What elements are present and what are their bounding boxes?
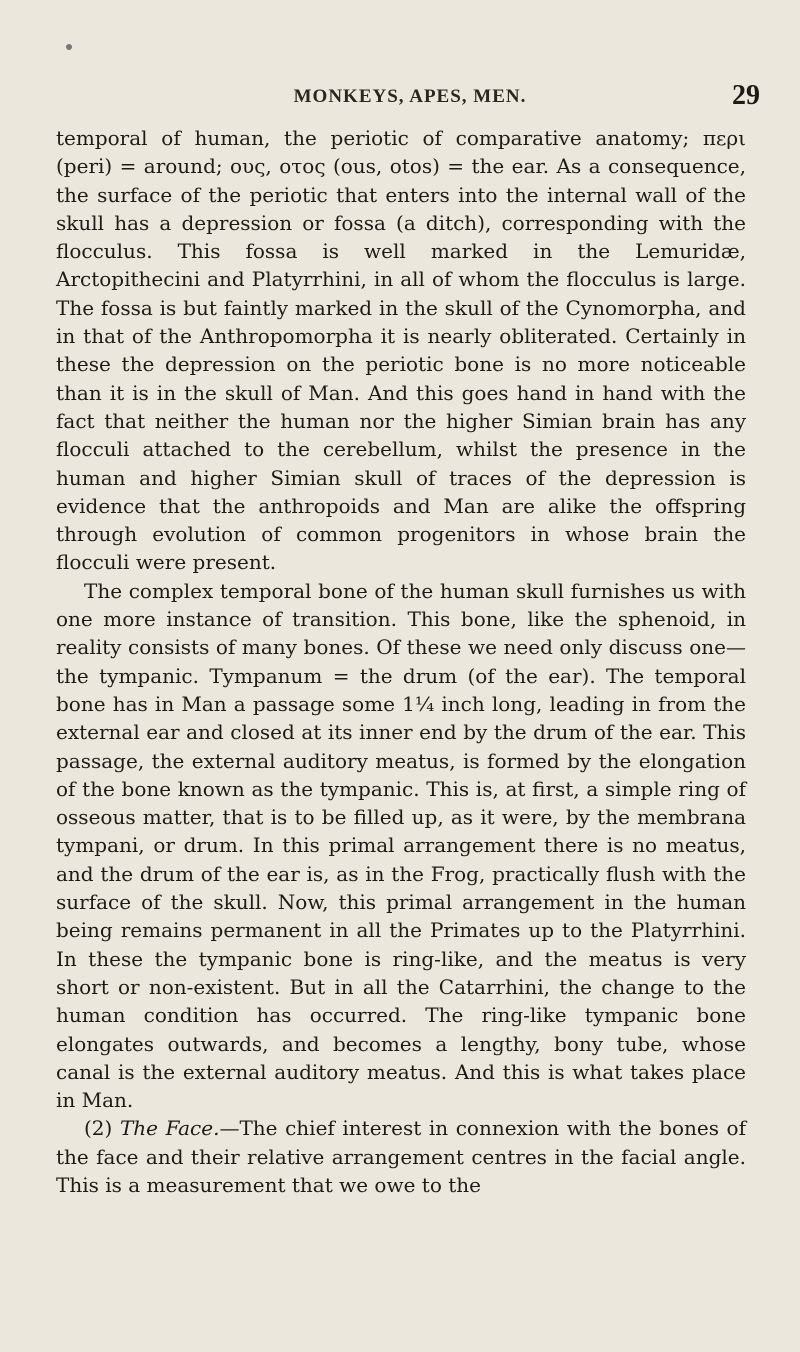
- section-heading: The Face.: [119, 1116, 220, 1141]
- running-head: MONKEYS, APES, MEN.: [293, 86, 527, 107]
- paragraph-2: The complex temporal bone of the human skull furnishes us with one more instance of transition. This bone, like the sphenoid, in reality consists of many bones. Of these we need only discuss one—the tympanic. Tympanum = the drum (of the ear). The temporal bone has in Man a passage some 1¼ inch long, leading in from the external ear and closed at its inner end by the drum of the ear. This passage, the external auditory meatus, is formed by the elongation of the bone known as the tympanic. This is, at first, a simple ring of osseous matter, that is to be filled up, as it were, by the membrana tympani, or drum. In this primal arrangement there is no meatus, and the drum of the ear is, as in the Frog, practically flush with the surface of the skull. Now, this primal arrangement in the human being remains permanent in all the Primates up to the Platyrrhini. In these the tympanic bone is ring-like, and the meatus is very short or non-existent. But in all the Catarrhini, the change to the human condition has occurred. The ring-like tympanic bone elongates outwards, and becomes a lengthy, bony tube, whose canal is the external auditory meatus. And this is what takes place in Man.: [56, 578, 746, 1113]
- page-speck: [66, 44, 72, 50]
- paragraph-1: temporal of human, the periotic of comparative anatomy; περι (peri) = around; ους, οτος (ous, otos) = the ear. As a consequence, the surface of the periotic that enters into the internal wall of the skull has a depression or fossa (a ditch), corresponding with the flocculus. This fossa is well marked in the Lemuridæ, Arctopithecini and Platyrrhini, in all of whom the flocculus is large. The fossa is but faintly marked in the skull of the Cynomorpha, and in that of the Anthropomorpha it is nearly obliterated. Certainly in these the depression on the periotic bone is no more noticeable than it is in the skull of Man. And this goes hand in hand with the fact that neither the human nor the higher Simian brain has any flocculi attached to the cerebellum, whilst the presence in the human and higher Simian skull of traces of the depression is evidence that the anthropoids and Man are alike the offspring through evolution of common progenitors in whose brain the flocculi were present.: [56, 126, 746, 575]
- section-number: (2): [84, 1116, 120, 1141]
- paragraph-3-text: —The chief interest in connexion with the bones of the face and their relative arrangement centres in the facial angle. This is a measurement that we owe to the: [56, 1116, 747, 1197]
- page-number: 29: [732, 80, 760, 111]
- paragraph-3: [56, 1114, 746, 1199]
- page-header: [60, 80, 760, 114]
- body-text: [56, 124, 746, 1199]
